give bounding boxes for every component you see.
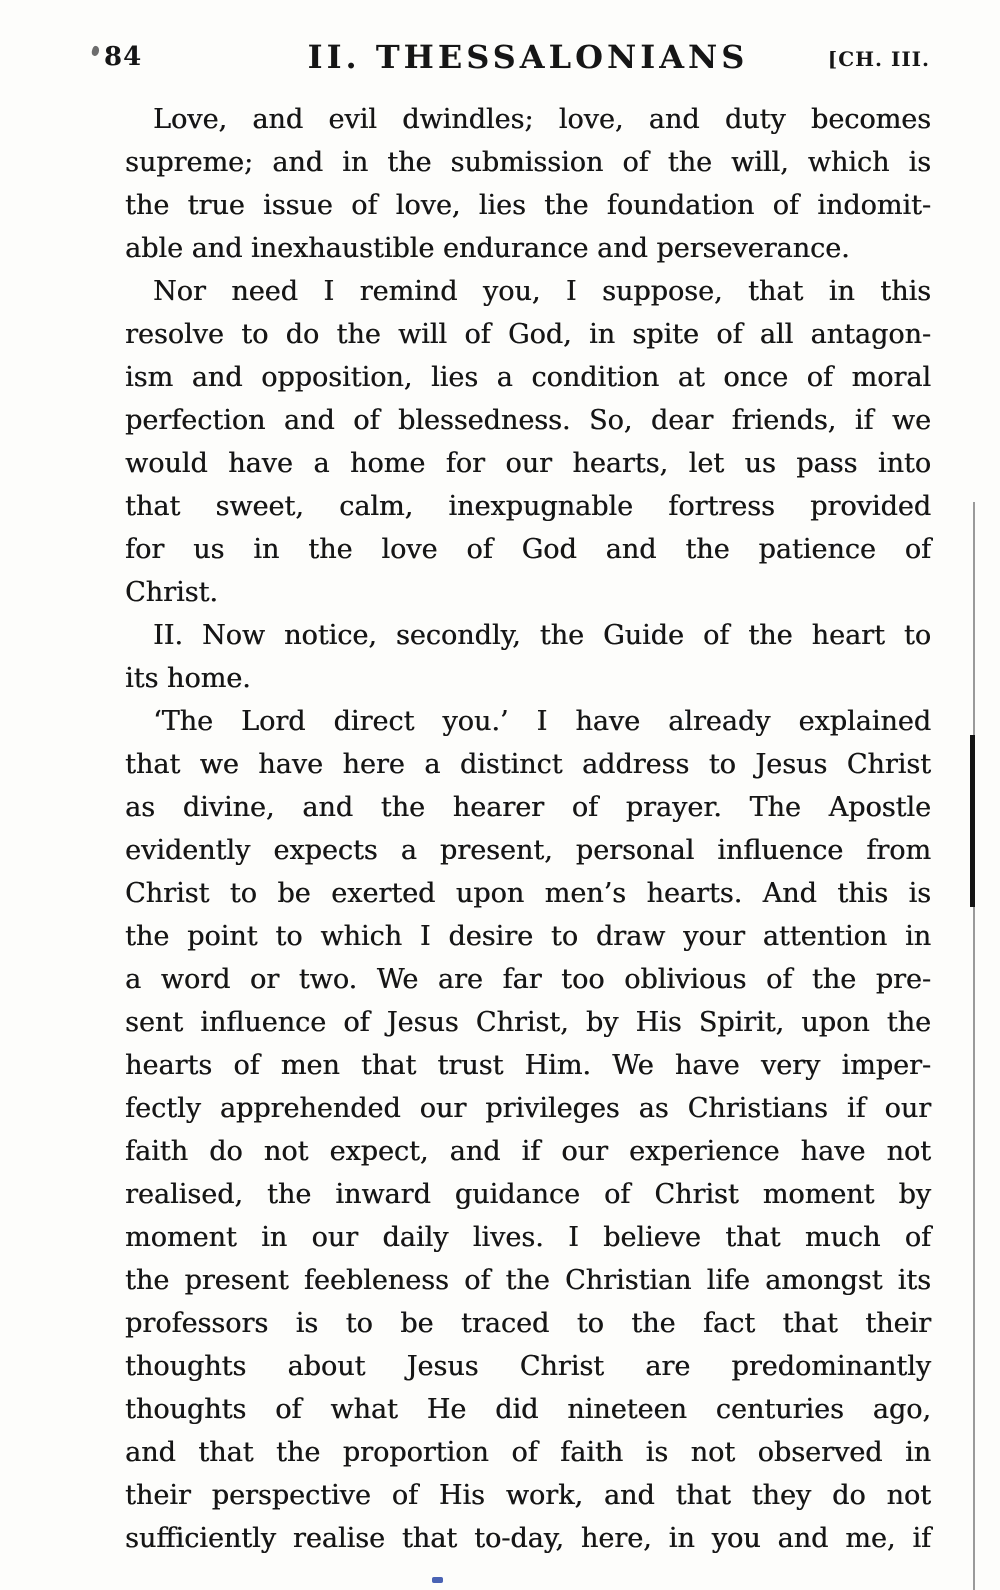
text-line: able and inexhaustible endurance and perseverance. <box>125 233 850 264</box>
text-line: sent influence of Jesus Christ, by His Spirit, upon the <box>125 1007 931 1038</box>
text-line: perfection and of blessedness. So, dear friends, if we <box>125 405 931 436</box>
text-line: and that the proportion of faith is not observed in <box>125 1437 931 1468</box>
text-line: Nor need I remind you, I suppose, that in this <box>153 276 931 307</box>
text-line: Christ. <box>125 577 218 608</box>
scan-artifact-edge-line-thick <box>970 735 975 907</box>
text-line: the present feebleness of the Christian life amongst its <box>125 1265 931 1296</box>
text-line: their perspective of His work, and that they do not <box>125 1480 931 1511</box>
text-line: as divine, and the hearer of prayer. The Apostle <box>125 792 931 823</box>
text-line: resolve to do the will of God, in spite of all antagon- <box>125 319 931 350</box>
text-line: sufficiently realise that to-day, here, in you and me, if <box>125 1523 931 1554</box>
text-line: professors is to be traced to the fact that their <box>125 1308 931 1339</box>
text-line: moment in our daily lives. I believe that much of <box>125 1222 931 1253</box>
text-line: faith do not expect, and if our experience have not <box>125 1136 931 1167</box>
text-line: ‘The Lord direct you.’ I have already explained <box>153 706 931 737</box>
page-number: 84 <box>104 42 143 72</box>
text-line: realised, the inward guidance of Christ moment by <box>125 1179 931 1210</box>
text-line: Love, and evil dwindles; love, and duty becomes <box>153 104 931 135</box>
text-line: thoughts about Jesus Christ are predominantly <box>125 1351 931 1382</box>
text-line: Christ to be exerted upon men’s hearts. And this is <box>125 878 931 909</box>
text-line: its home. <box>125 663 251 694</box>
scan-artifact-edge-line-thin <box>973 502 975 1590</box>
text-line: for us in the love of God and the patience of <box>125 534 931 565</box>
text-line: ism and opposition, lies a condition at once of moral <box>125 362 931 393</box>
text-line: that we have here a distinct address to Jesus Christ <box>125 749 931 780</box>
text-line: the true issue of love, lies the foundation of indomit- <box>125 190 931 221</box>
text-line: the point to which I desire to draw your attention in <box>125 921 931 952</box>
text-line: a word or two. We are far too oblivious of the pre- <box>125 964 931 995</box>
text-line: thoughts of what He did nineteen centuries ago, <box>125 1394 931 1425</box>
text-line: supreme; and in the submission of the will, which is <box>125 147 931 178</box>
scan-artifact-blue-mark <box>432 1577 443 1583</box>
text-line: evidently expects a present, personal influence from <box>125 835 931 866</box>
text-line: fectly apprehended our privileges as Christians if our <box>125 1093 931 1124</box>
text-line: hearts of men that trust Him. We have very imper- <box>125 1050 931 1081</box>
text-line: that sweet, calm, inexpugnable fortress provided <box>125 491 931 522</box>
chapter-reference: [CH. III. <box>827 47 930 71</box>
text-line: would have a home for our hearts, let us pass into <box>125 448 931 479</box>
body-text <box>125 98 931 1560</box>
page-header <box>0 38 1000 82</box>
page-title: II. THESSALONIANS <box>307 38 749 76</box>
text-line: II. Now notice, secondly, the Guide of the heart to <box>153 620 931 651</box>
